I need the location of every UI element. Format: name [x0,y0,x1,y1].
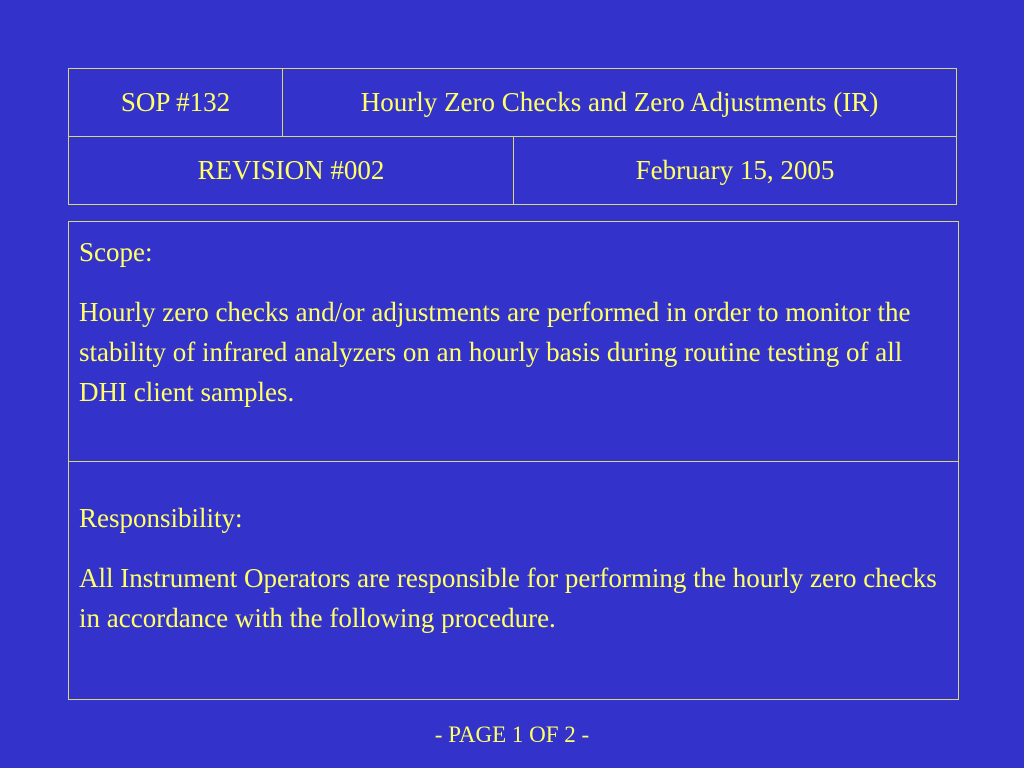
header-row-sop [68,68,957,137]
responsibility-body: All Instrument Operators are responsible for performing the hourly zero checks in accordance with the following procedure. [79,563,937,633]
content-box [68,221,959,700]
scope-heading: Scope: [79,237,153,267]
responsibility-section [69,498,958,638]
revision-date: February 15, 2005 [635,155,835,185]
scope-section [69,232,958,412]
document-title: Hourly Zero Checks and Zero Adjustments (IR) [360,87,879,117]
section-divider [69,461,958,462]
page-indicator: - PAGE 1 OF 2 - [434,722,590,747]
scope-body: Hourly zero checks and/or adjustments are performed in order to monitor the stability of infrared analyzers on an hourly basis during routine testing of all DHI client samples. [79,297,911,407]
revision-number: REVISION #002 [197,155,385,185]
responsibility-heading: Responsibility: [79,503,243,533]
header-row-revision [68,136,957,205]
sop-number: SOP #132 [120,87,231,117]
